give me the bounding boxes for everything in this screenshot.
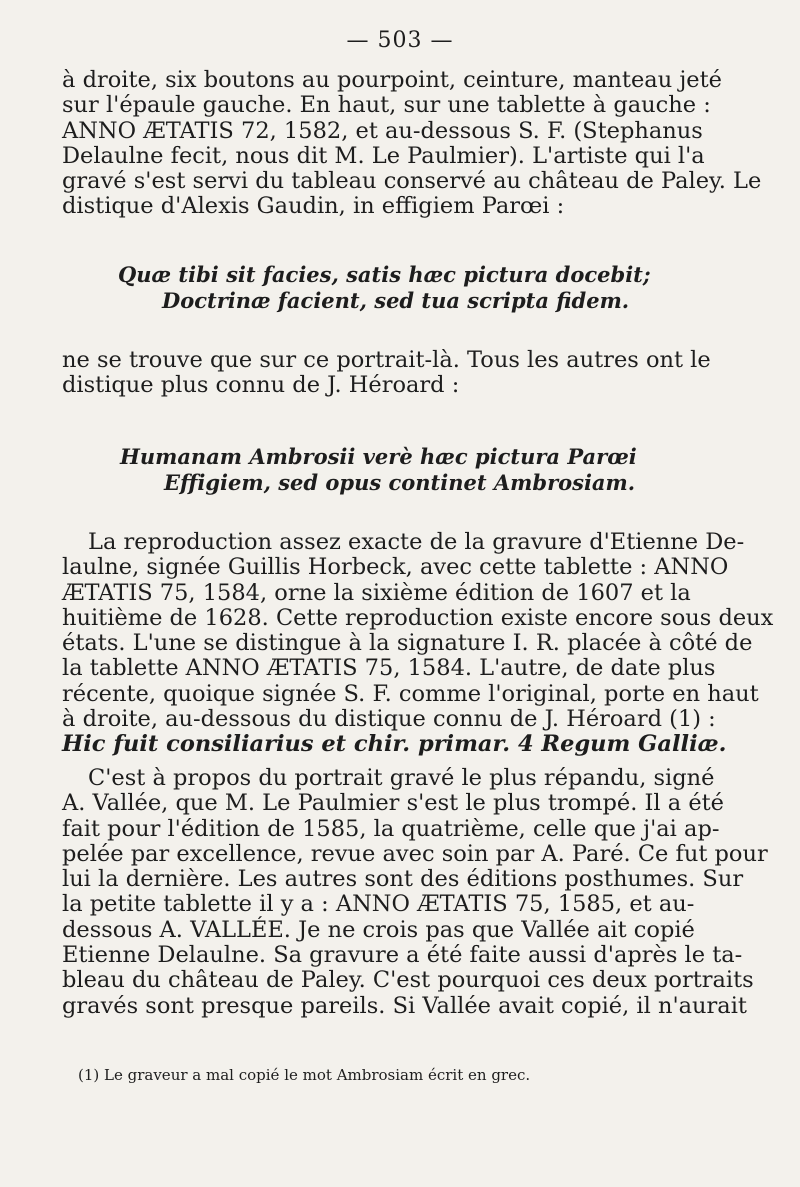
text-line: pelée par excellence, revue avec soin par A. Paré. Ce fut pour [62, 840, 768, 867]
paragraph-2 [62, 347, 711, 399]
text-line: huitième de 1628. Cette reproduction existe encore sous deux [62, 604, 774, 631]
text-line: Delaulne fecit, nous dit M. Le Paulmier). L'artiste qui l'a [62, 142, 705, 169]
text-line: récente, quoique signée S. F. comme l'original, porte en haut [62, 680, 759, 707]
paragraph-4 [62, 765, 768, 1019]
text-line: distique d'Alexis Gaudin, in effigiem Parœi : [62, 193, 565, 220]
text-line: la petite tablette il y a : ANNO ÆTATIS 75, 1585, et au- [62, 891, 695, 918]
text-line: bleau du château de Paley. C'est pourquoi ces deux portraits [62, 967, 754, 994]
text-line: Hic fuit consiliarius et chir. primar. 4 Regum Galliæ. [62, 731, 727, 758]
text-line: laulne, signée Guillis Horbeck, avec cette tablette : ANNO [62, 554, 729, 581]
text-line: ne se trouve que sur ce portrait-là. Tous les autres ont le [62, 347, 711, 373]
text-line: Etienne Delaulne. Sa gravure a été faite aussi d'après le ta- [62, 942, 743, 969]
verse-line: Doctrinæ facient, sed tua scripta fidem. [162, 288, 630, 313]
text-line: la tablette ANNO ÆTATIS 75, 1584. L'autre, de date plus [62, 655, 716, 682]
text-line: A. Vallée, que M. Le Paulmier s'est le plus trompé. Il a été [62, 790, 724, 817]
text-line: La reproduction assez exacte de la gravure d'Etienne De- [88, 529, 745, 555]
verse-line: Effigiem, sed opus continet Ambrosiam. [164, 470, 636, 495]
text-line: gravés sont presque pareils. Si Vallée avait copié, il n'aurait [62, 992, 747, 1019]
paragraph-1 [62, 67, 762, 220]
page-number: — 503 — [346, 28, 454, 53]
text-line: C'est à propos du portrait gravé le plus répandu, signé [88, 765, 715, 791]
text-line: sur l'épaule gauche. En haut, sur une tablette à gauche : [62, 92, 711, 119]
text-line: ANNO ÆTATIS 72, 1582, et au-dessous S. F. (Stephanus [62, 117, 703, 144]
text-line: ÆTATIS 75, 1584, orne la sixième édition de 1607 et la [62, 579, 691, 606]
text-line: dessous A. VALLÉE. Je ne crois pas que Vallée ait copié [62, 916, 695, 943]
text-line: à droite, six boutons au pourpoint, ceinture, manteau jeté [62, 67, 722, 93]
paragraph-3 [62, 529, 774, 758]
text-line: lui la dernière. Les autres sont des éditions posthumes. Sur [62, 866, 744, 893]
text-line: à droite, au-dessous du distique connu de J. Héroard (1) : [62, 706, 716, 733]
text-line: fait pour l'édition de 1585, la quatrième, celle que j'ai ap- [62, 815, 720, 842]
verse-line: Quæ tibi sit facies, satis hæc pictura docebit; [118, 262, 651, 287]
text-line: gravé s'est servi du tableau conservé au château de Paley. Le [62, 168, 762, 195]
text-line: états. L'une se distingue à la signature I. R. placée à côté de [62, 630, 753, 657]
verse-line: Humanam Ambrosii verè hæc pictura Parœi [120, 444, 637, 469]
footnote: (1) Le graveur a mal copié le mot Ambrosiam écrit en grec. [78, 1066, 531, 1084]
text-line: distique plus connu de J. Héroard : [62, 372, 460, 399]
